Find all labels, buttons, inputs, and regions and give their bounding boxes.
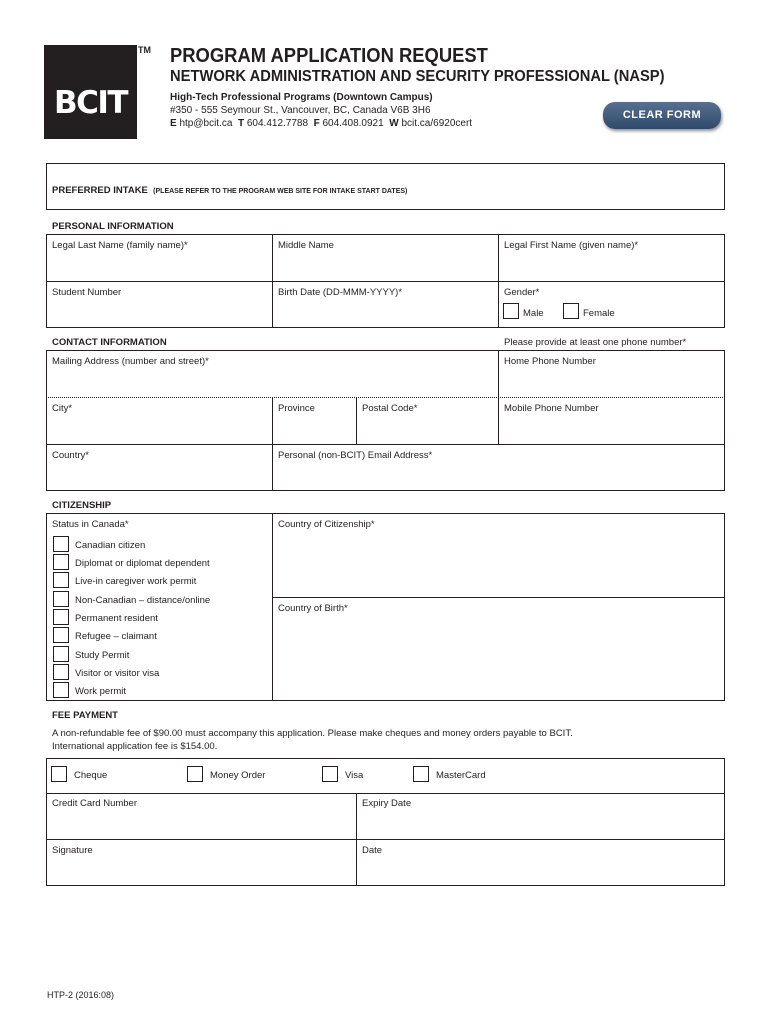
postal-code-field[interactable] [357, 416, 497, 443]
status-option-label: Non-Canadian – distance/online [75, 595, 211, 606]
status-checkbox[interactable] [53, 554, 69, 570]
fee-payment-heading: FEE PAYMENT [52, 710, 118, 721]
postal-code-label: Postal Code* [362, 403, 418, 414]
birth-date-label: Birth Date (DD-MMM-YYYY)* [278, 287, 403, 298]
fee-text-line2: International application fee is $154.00. [52, 741, 218, 752]
money-order-label: Money Order [210, 770, 266, 781]
fee-text-line1: A non-refundable fee of $90.00 must accompany this application. Please make cheques and money orders payable to BCIT. [52, 728, 573, 739]
home-phone-label: Home Phone Number [504, 356, 596, 367]
fax-number: 604.408.0921 [322, 118, 384, 129]
money-order-checkbox[interactable] [187, 766, 203, 782]
preferred-intake-field[interactable] [47, 164, 724, 209]
trademark-symbol: TM [138, 45, 151, 55]
phone-number: 604.412.7788 [246, 118, 309, 129]
web-link[interactable]: bcit.ca/6920cert [401, 118, 473, 129]
gender-male-label: Male [523, 308, 544, 319]
date-label: Date [362, 845, 383, 856]
cheque-label: Cheque [74, 770, 108, 781]
status-checkbox[interactable] [53, 664, 69, 680]
email-link[interactable]: htp@bcit.ca [179, 118, 233, 129]
row-divider [46, 397, 725, 398]
country-of-citizenship-label: Country of Citizenship* [278, 519, 375, 530]
form-title: PROGRAM APPLICATION REQUEST [170, 45, 488, 67]
country-of-birth-field[interactable] [273, 616, 724, 700]
status-checkbox[interactable] [53, 682, 69, 698]
personal-info-heading: PERSONAL INFORMATION [52, 221, 174, 232]
cheque-checkbox[interactable] [51, 766, 67, 782]
row-divider [46, 281, 725, 282]
middle-name-field[interactable] [273, 253, 497, 280]
province-label: Province [278, 403, 315, 414]
signature-label: Signature [52, 845, 93, 856]
status-option-label: Permanent resident [75, 613, 158, 624]
status-option-label: Work permit [75, 686, 127, 697]
campus-address: #350 - 555 Seymour St., Vancouver, BC, Canada V6B 3H6 [170, 105, 431, 116]
student-number-label: Student Number [52, 287, 122, 298]
logo-text: BCIT [53, 85, 128, 121]
col-divider [498, 234, 499, 328]
date-field[interactable] [357, 858, 724, 885]
city-label: City* [52, 403, 73, 414]
gender-male-checkbox[interactable] [503, 303, 519, 319]
contact-info-heading: CONTACT INFORMATION [52, 337, 167, 348]
row-divider [46, 793, 725, 794]
status-option-label: Study Permit [75, 650, 130, 661]
mailing-address-label: Mailing Address (number and street)* [52, 356, 209, 367]
student-number-field[interactable] [47, 300, 271, 327]
country-of-birth-label: Country of Birth* [278, 603, 348, 614]
status-checkbox[interactable] [53, 646, 69, 662]
status-option-label: Diplomat or diplomat dependent [75, 558, 210, 569]
mobile-phone-field[interactable] [499, 416, 724, 443]
status-option-label: Refugee – claimant [75, 631, 157, 642]
clear-form-button[interactable]: CLEAR FORM [603, 102, 721, 129]
gender-female-checkbox[interactable] [563, 303, 579, 319]
bcit-logo [44, 45, 137, 139]
email-address-field[interactable] [273, 463, 724, 490]
visa-label: Visa [345, 770, 364, 781]
form-code: HTP-2 (2016:08) [47, 990, 115, 1000]
status-option-label: Live-in caregiver work permit [75, 576, 197, 587]
contact-line: E htp@bcit.ca T 604.412.7788 F 604.408.0921 W bcit.ca/6920cert [170, 118, 473, 129]
last-name-field[interactable] [47, 253, 271, 280]
mobile-phone-label: Mobile Phone Number [504, 403, 599, 414]
status-checkbox[interactable] [53, 609, 69, 625]
intake-note: (PLEASE REFER TO THE PROGRAM WEB SITE FOR INTAKE START DATES) [153, 188, 408, 195]
visa-checkbox[interactable] [322, 766, 338, 782]
expiry-date-label: Expiry Date [362, 798, 412, 809]
status-checkbox[interactable] [53, 572, 69, 588]
gender-female-label: Female [583, 308, 615, 319]
first-name-label: Legal First Name (given name)* [504, 240, 639, 251]
status-option-label: Visitor or visitor visa [75, 668, 160, 679]
home-phone-field[interactable] [499, 369, 724, 396]
status-checkbox[interactable] [53, 627, 69, 643]
signature-field[interactable] [47, 858, 355, 885]
preferred-intake-heading: PREFERRED INTAKE (PLEASE REFER TO THE PROGRAM WEB SITE FOR INTAKE START DATES) [52, 185, 408, 196]
province-field[interactable] [273, 416, 355, 443]
mastercard-label: MasterCard [436, 770, 486, 781]
row-divider [46, 839, 725, 840]
credit-card-field[interactable] [47, 811, 355, 838]
mastercard-checkbox[interactable] [413, 766, 429, 782]
program-title: NETWORK ADMINISTRATION AND SECURITY PROFESSIONAL (NASP) [170, 68, 665, 85]
status-checkbox[interactable] [53, 536, 69, 552]
credit-card-label: Credit Card Number [52, 798, 137, 809]
country-field[interactable] [47, 463, 271, 490]
mailing-address-field[interactable] [47, 369, 497, 396]
email-address-label: Personal (non-BCIT) Email Address* [278, 450, 433, 461]
citizenship-heading: CITIZENSHIP [52, 500, 112, 511]
status-checkbox[interactable] [53, 591, 69, 607]
country-of-citizenship-field[interactable] [273, 532, 724, 596]
first-name-field[interactable] [499, 253, 724, 280]
row-divider [272, 597, 725, 598]
phone-note: Please provide at least one phone number* [504, 337, 687, 348]
row-divider [46, 444, 725, 445]
status-option-label: Canadian citizen [75, 540, 146, 551]
department-name: High-Tech Professional Programs (Downtown Campus) [170, 92, 433, 103]
gender-label: Gender* [504, 287, 540, 298]
last-name-label: Legal Last Name (family name)* [52, 240, 188, 251]
country-label: Country* [52, 450, 89, 461]
city-field[interactable] [47, 416, 271, 443]
middle-name-label: Middle Name [278, 240, 334, 251]
birth-date-field[interactable] [273, 300, 497, 327]
status-in-canada-label: Status in Canada* [52, 519, 129, 530]
expiry-date-field[interactable] [357, 811, 724, 838]
